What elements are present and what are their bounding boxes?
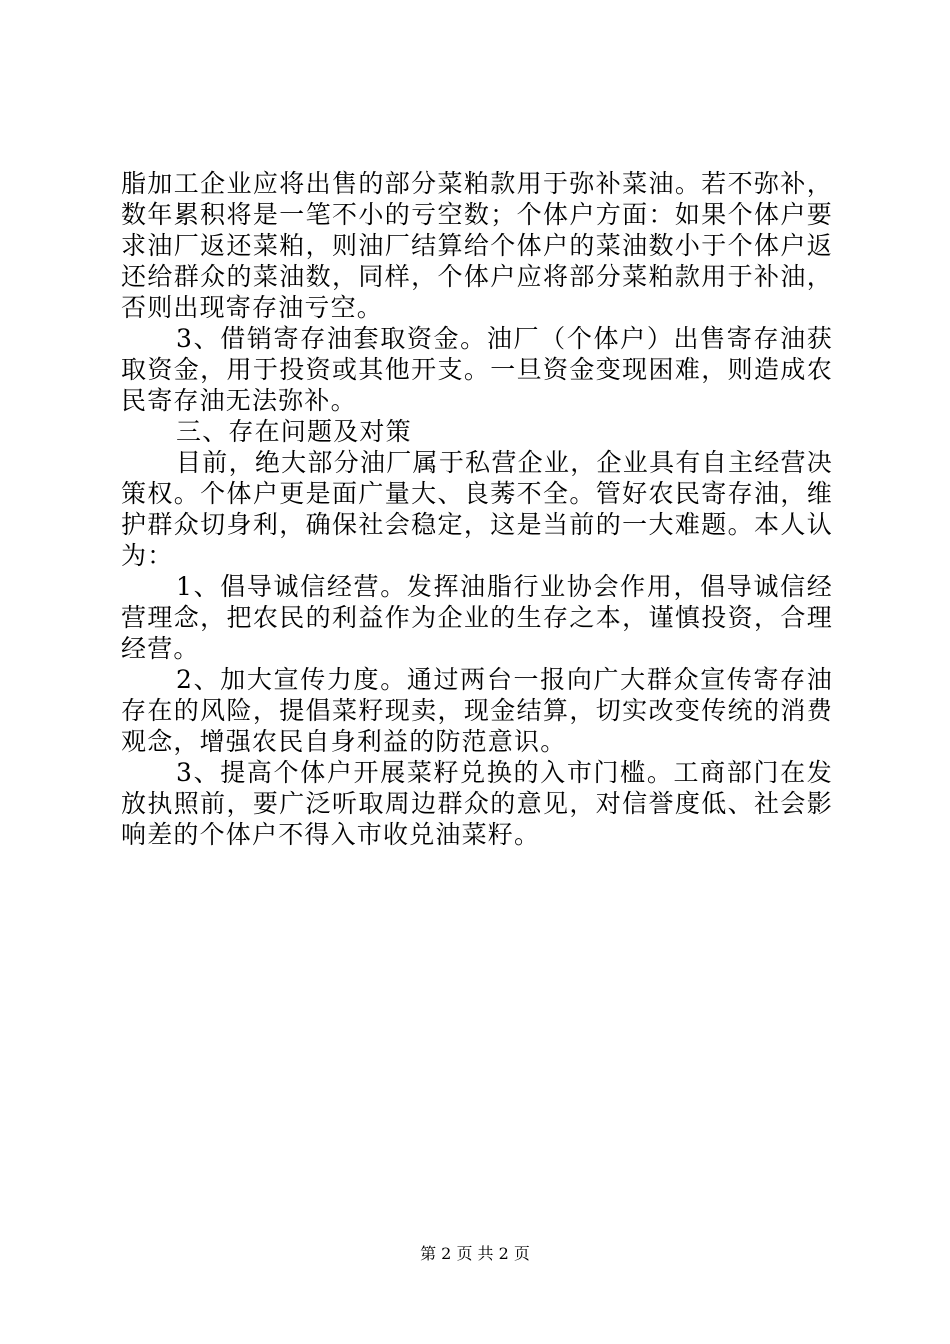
- paragraph-measure-3: 3、提高个体户开展菜籽兑换的入市门槛。工商部门在发放执照前，要广泛听取周边群众的意见，对信誉度低、社会影响差的个体户不得入市收兑油菜籽。: [121, 758, 833, 849]
- paragraph-continuation: 脂加工企业应将出售的部分菜粕款用于弥补菜油。若不弥补，数年累积将是一笔不小的亏空数；个体户方面：如果个体户要求油厂返还菜粕，则油厂结算给个体户的菜油数小于个体户返还给群众的菜油数，同样，个体户应将部分菜粕款用于补油，否则出现寄存油亏空。: [121, 169, 833, 322]
- paragraph-measure-2: 2、加大宣传力度。通过两台一报向广大群众宣传寄存油存在的风险，提倡菜籽现卖，现金结算，切实改变传统的消费观念，增强农民自身利益的防范意识。: [121, 665, 833, 756]
- section-heading-problems-countermeasures: 三、存在问题及对策: [176, 417, 412, 446]
- paragraph-current-situation: 目前，绝大部分油厂属于私营企业，企业具有自主经营决策权。个体户更是面广量大、良莠不全。管好农民寄存油，维护群众切身利，确保社会稳定，这是当前的一大难题。本人认为：: [121, 448, 833, 570]
- page-number-footer: 第 2 页 共 2 页: [420, 1244, 530, 1263]
- paragraph-measure-1: 1、倡导诚信经营。发挥油脂行业协会作用，倡导诚信经营理念，把农民的利益作为企业的生存之本，谨慎投资，合理经营。: [121, 572, 833, 663]
- paragraph-item-3-misuse: 3、借销寄存油套取资金。油厂（个体户）出售寄存油获取资金，用于投资或其他开支。一旦资金变现困难，则造成农民寄存油无法弥补。: [121, 324, 833, 415]
- document-body: [121, 168, 833, 850]
